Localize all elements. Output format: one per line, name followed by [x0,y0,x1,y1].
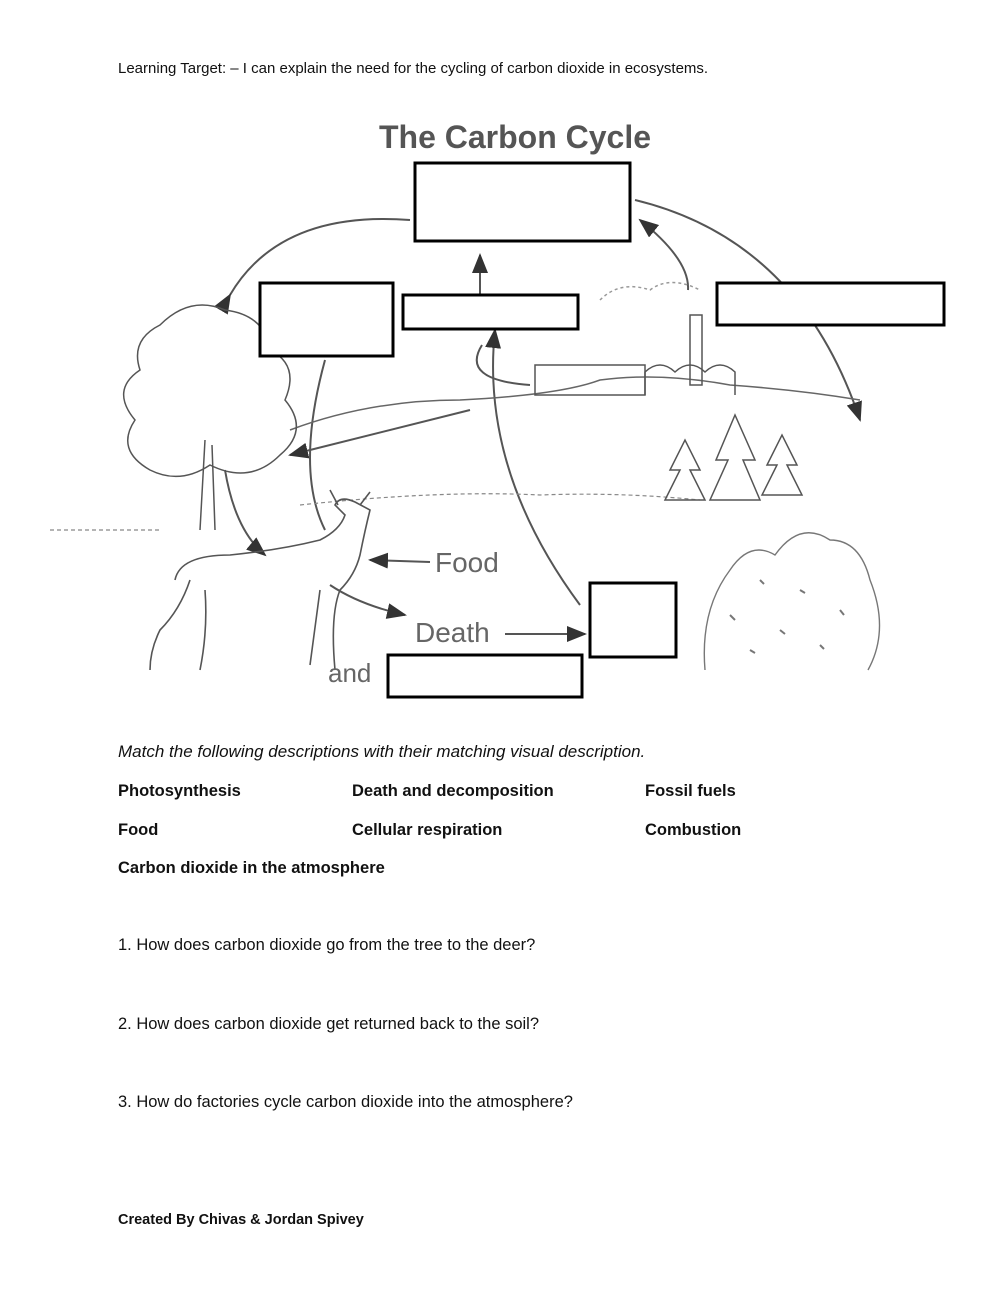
credit-line: Created By Chivas & Jordan Spivey [118,1212,364,1228]
arrow-decomposers-up [493,330,580,605]
arrow-factory-up [640,220,688,290]
arrow-deer-loop [477,345,530,385]
question-2: 2. How does carbon dioxide get returned back to the soil? [118,1015,540,1033]
term-death-and-decomposition: Death and decomposition [352,782,554,800]
term-cellular-respiration: Cellular respiration [352,821,503,839]
diagram-title: The Carbon Cycle [378,119,652,155]
bush [704,533,879,670]
arrow-to-tree [290,410,470,455]
answer-box-bottom[interactable] [388,655,582,697]
and-label: and [328,658,372,688]
term-photosynthesis: Photosynthesis [118,782,241,800]
question-3: 3. How do factories cycle carbon dioxide into the atmosphere? [118,1093,573,1111]
pine-trees [665,415,802,500]
carbon-cycle-diagram [40,110,960,715]
term-food: Food [118,821,159,839]
instructions: Match the following descriptions with their matching visual description. [118,742,646,761]
food-arrow [370,560,430,562]
food-label: Food [435,547,499,578]
answer-box-atmosphere[interactable] [415,163,630,241]
term-carbon-dioxide-atmosphere: Carbon dioxide in the atmosphere [118,859,385,877]
arrow-photosynthesis-down [310,360,325,530]
answer-box-left[interactable] [260,283,393,356]
question-1: 1. How does carbon dioxide go from the tree to the deer? [118,936,536,954]
deer [150,490,370,670]
arrow-tree-to-deer [225,470,265,555]
learning-target: Learning Target: – I can explain the need for the cycling of carbon dioxide in ecosystems. [118,60,709,77]
term-combustion: Combustion [645,821,742,839]
answer-box-right[interactable] [717,283,944,325]
term-fossil-fuels: Fossil fuels [645,782,736,800]
death-label: Death [415,617,490,648]
grass-line [50,494,700,530]
answer-box-decomposers[interactable] [590,583,676,657]
hills [290,377,860,430]
answer-box-center[interactable] [403,295,578,329]
